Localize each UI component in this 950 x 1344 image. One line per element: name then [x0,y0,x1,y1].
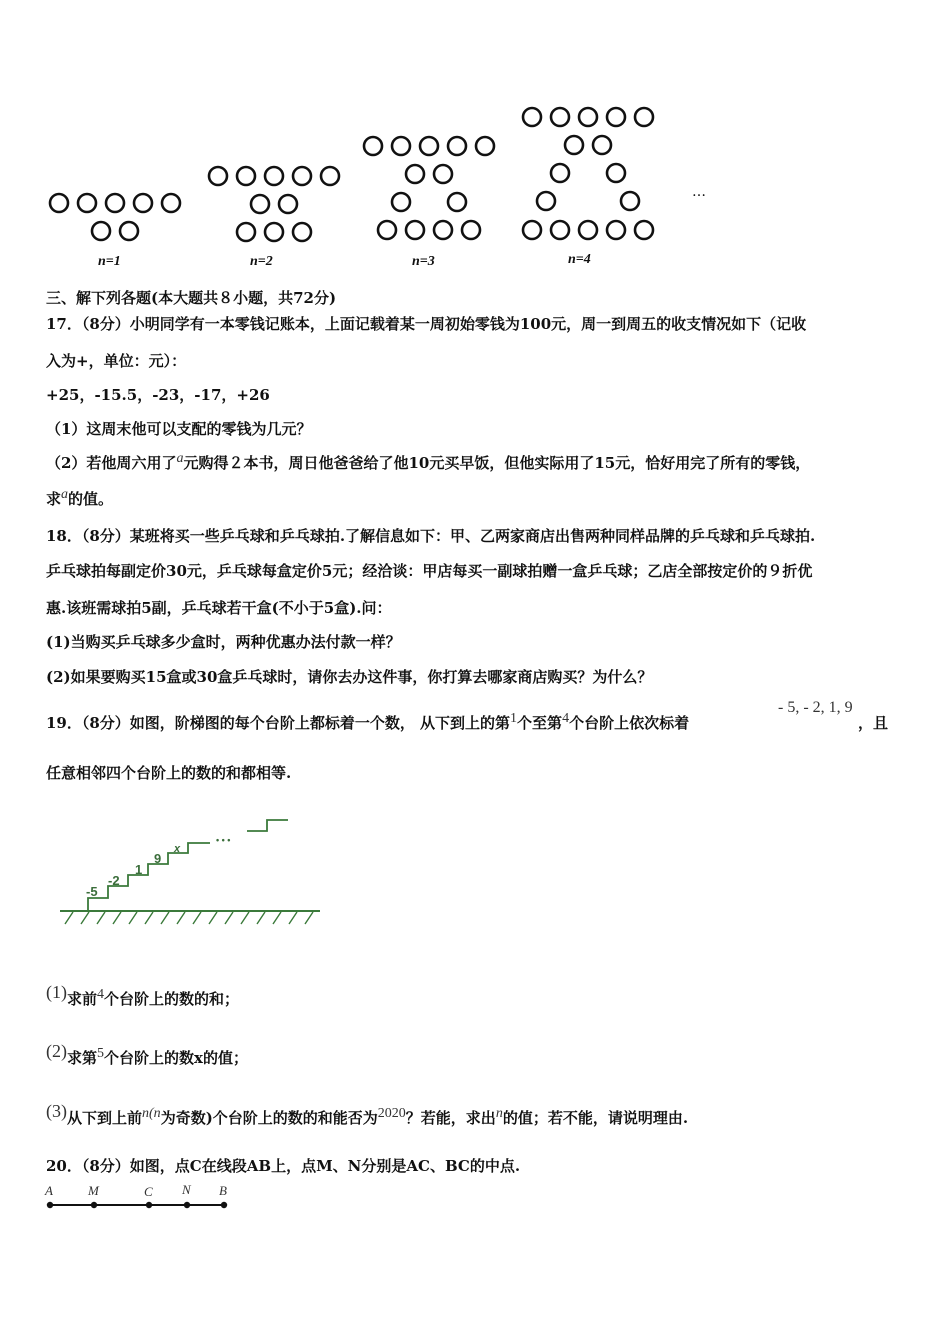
q17-part2-cont [46,488,113,509]
q19-part1 [46,982,240,1009]
point-label-b: B [219,1183,227,1198]
stair-label-5: x [174,843,181,855]
stair-label-1: -5 [86,884,98,899]
pattern-label-n4: n=4 [568,252,591,267]
q19-part1-num: (1) [46,982,67,1002]
q19-part3-text-b: 为奇数)个台阶上的数的和能否为 [160,1109,378,1127]
q19-part3-num: (3) [46,1101,67,1121]
point-n-dot [184,1202,190,1208]
staircase-steps [88,843,210,911]
point-m-dot [91,1202,97,1208]
q19-part3-n2: n [495,1106,503,1121]
point-label-m: M [88,1183,99,1198]
q17-var-a-2: a [61,487,69,502]
stair-label-2: -2 [108,873,120,888]
q19-part1-text-a: 求前 [67,990,98,1008]
q19-text-b: 个至第 [517,714,563,732]
point-label-a: A [45,1183,53,1198]
pattern-label-n2: n=2 [250,254,273,269]
q19-text-a: 19．（8分）如图，阶梯图的每个台阶上都标着一个数， 从下到上的第 [46,714,511,732]
q19-one: 1 [510,711,518,726]
staircase-figure [55,810,330,935]
q17-line1: 17．（8分）小明同学有一本零钱记账本，上面记载着某一周初始零钱为100元，周一到周五的收支情况如下（记收 [46,315,807,333]
q18-part2: (2)如果要购买15盒或30盒乒乓球时，请你去办这件事，你打算去哪家商店购买？为什么？ [46,668,653,686]
q19-part3 [46,1101,689,1128]
q17-part2-text-c: 求 [46,490,62,508]
q20-line1: 20．（8分）如图，点C在线段AB上，点M、N分别是AC、BC的中点. [46,1157,521,1175]
q17-part2-text-b: 元购得２本书，周日他爸爸给了他10元买早饭，但他实际用了15元，恰好用完了所有的零钱， [183,454,811,472]
segment-figure [40,1180,240,1220]
point-b-dot [221,1202,227,1208]
point-a-dot [47,1202,53,1208]
pattern-label-n1: n=1 [98,254,121,269]
section-heading: 三、解下列各题(本大题共８小题，共72分) [46,289,337,307]
q19-part1-four: 4 [97,987,105,1002]
staircase-top-step [247,820,288,831]
q18-part1: (1)当购买乒乓球多少盒时，两种优惠办法付款一样？ [46,633,401,651]
q17-part1: （1）这周末他可以支配的零钱为几元？ [46,420,312,438]
q19-part2-text-a: 求第 [67,1049,98,1067]
q19-part3-text-d: 的值；若不能，请说明理由. [502,1109,689,1127]
q17-part2-text-a: （2）若他周六用了 [46,454,177,472]
q18-line3: 惠.该班需球拍5副，乒乓球若干盒(不小于5盒).问： [46,599,392,617]
q19-four: 4 [562,711,570,726]
q19-part3-text-c: ？若能，求出 [405,1109,496,1127]
q17-line2: 入为+，单位：元）： [46,352,187,370]
point-label-n: N [182,1182,191,1197]
pattern-label-n3: n=3 [412,254,435,269]
q19-part3-n: n(n [142,1106,161,1121]
pattern-ellipsis: … [692,184,706,200]
q17-var-a: a [176,451,184,466]
q19-line1 [46,712,689,733]
q17-part2 [46,452,810,473]
pattern-n3 [364,137,494,239]
q19-part3-year: 2020 [377,1106,406,1121]
pattern-n1 [50,194,180,240]
q19-part3-text-a: 从下到上前 [67,1109,143,1127]
pattern-n4 [523,108,653,239]
q19-sequence: - 5, - 2, 1, 9 [778,699,853,716]
q19-line2: 任意相邻四个台阶上的数的和都相等. [46,764,292,782]
stair-label-4: 9 [154,851,162,866]
q19-text-d: ，且 [858,714,889,732]
q17-values: +25，-15.5，-23，-17，+26 [46,386,270,404]
q19-part2 [46,1041,248,1068]
point-c-dot [146,1202,152,1208]
stair-dots: • • • [216,835,231,845]
point-label-c: C [144,1184,153,1199]
q19-part2-num: (2) [46,1041,67,1061]
ground-hatching [65,912,313,924]
q18-line2: 乒乓球拍每副定价30元，乒乓球每盒定价5元；经洽谈：甲店每买一副球拍赠一盒乒乓球；乙店全部按定价的９折优 [46,562,813,580]
q19-part2-five: 5 [97,1046,105,1061]
q19-text-c: 个台阶上依次标着 [569,714,690,732]
q19-part2-text-b: 个台阶上的数x的值； [104,1049,248,1067]
circle-pattern-figure [40,95,720,275]
q19-part1-text-b: 个台阶上的数的和； [104,990,240,1008]
stair-label-3: 1 [135,862,143,877]
q18-line1: 18．（8分）某班将买一些乒乓球和乒乓球拍.了解信息如下：甲、乙两家商店出售两种同样品牌的乒乓球和乒乓球拍. [46,527,816,545]
pattern-n2 [209,167,339,241]
q17-part2-text-d: 的值。 [68,490,114,508]
